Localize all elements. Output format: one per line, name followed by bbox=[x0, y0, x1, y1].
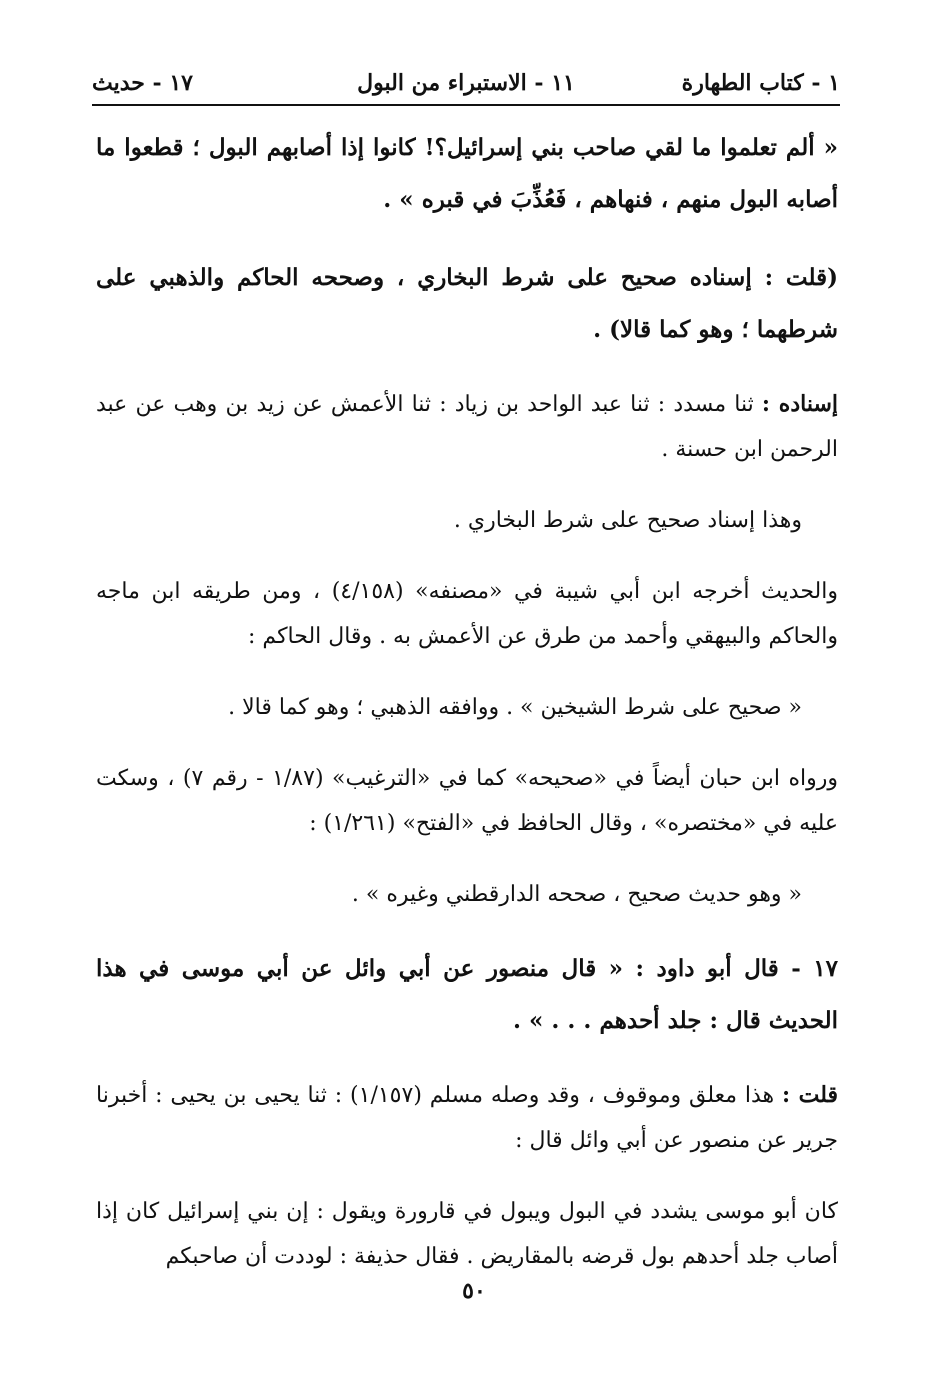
paragraph-text: كان أبو موسى يشدد في البول ويبول في قارورة ويقول : إن بني إسرائيل كان إذا أصاب جلد أحدهم بول قرضه بالمقاريض . فقال حذيفة : لوددت أن صاحبكم bbox=[96, 1199, 838, 1269]
hakim-quote-paragraph bbox=[96, 685, 838, 730]
paragraph-text: « ألم تعلموا ما لقي صاحب بني إسرائيل؟! كانوا إذا أصابهم البول ؛ قطعوا ما أصابه البول منهم ، فنهاهم ، فَعُذِّبَ في قبره » . bbox=[96, 134, 838, 213]
header-book-title: ١ - كتاب الطهارة bbox=[681, 70, 840, 96]
paragraph-lead: إسناده : bbox=[761, 391, 838, 417]
paragraph-text: (قلت : إسناده صحيح على شرط البخاري ، وصححه الحاكم والذهبي على شرطهما ؛ وهو كما قالا) . bbox=[96, 264, 838, 343]
ibn-hibban-paragraph bbox=[96, 756, 838, 846]
paragraph-text: ١٧ - قال أبو داود : « قال منصور عن أبي وائل عن أبي موسى في هذا الحديث قال : جلد أحدهم . . . » . bbox=[96, 955, 838, 1034]
hadith-17-paragraph bbox=[96, 943, 838, 1047]
paragraph-text: هذا معلق وموقوف ، وقد وصله مسلم (١/١٥٧) : ثنا يحيى بن يحيى : أخبرنا جرير عن منصور عن أبي وائل قال : bbox=[96, 1083, 838, 1153]
isnad-judgement-paragraph bbox=[96, 498, 838, 543]
paragraph-lead: قلت : bbox=[781, 1082, 839, 1108]
page-body bbox=[96, 122, 838, 1305]
paragraph-text: « صحيح على شرط الشيخين » . ووافقه الذهبي ؛ وهو كما قالا . bbox=[228, 695, 802, 720]
commentary-paragraph bbox=[96, 1073, 838, 1163]
isnad-paragraph bbox=[96, 382, 838, 472]
header-hadith-number: ١٧ - حديث bbox=[92, 70, 193, 96]
paragraph-text: والحديث أخرجه ابن أبي شيبة في «مصنفه» (٤/١٥٨) ، ومن طريقه ابن ماجه والحاكم والبيهقي وأحمد من طرق عن الأعمش به . وقال الحاكم : bbox=[96, 579, 838, 649]
paragraph-text: ثنا مسدد : ثنا عبد الواحد بن زياد : ثنا الأعمش عن زيد بن وهب عن عبد الرحمن ابن حسنة . bbox=[96, 392, 838, 462]
running-header bbox=[92, 62, 840, 102]
paragraph-text: ورواه ابن حبان أيضاً في «صحيحه» كما في «الترغيب» (١/٨٧ - رقم ٧) ، وسكت عليه في «مختصره» ، وقال الحافظ في «الفتح» (١/٢٦١) : bbox=[96, 766, 838, 836]
grading-note-paragraph bbox=[96, 252, 838, 356]
page-number: ٥٠ bbox=[462, 1278, 486, 1304]
hafiz-quote-paragraph bbox=[96, 872, 838, 917]
hadith-text-paragraph bbox=[96, 122, 838, 226]
header-chapter-title: ١١ - الاستبراء من البول bbox=[357, 70, 575, 96]
muslim-narration-paragraph bbox=[96, 1189, 838, 1279]
takhrij-paragraph bbox=[96, 569, 838, 659]
paragraph-text: « وهو حديث صحيح ، صححه الدارقطني وغيره » . bbox=[351, 882, 802, 907]
paragraph-text: وهذا إسناد صحيح على شرط البخاري . bbox=[453, 508, 802, 533]
header-rule bbox=[92, 104, 840, 106]
